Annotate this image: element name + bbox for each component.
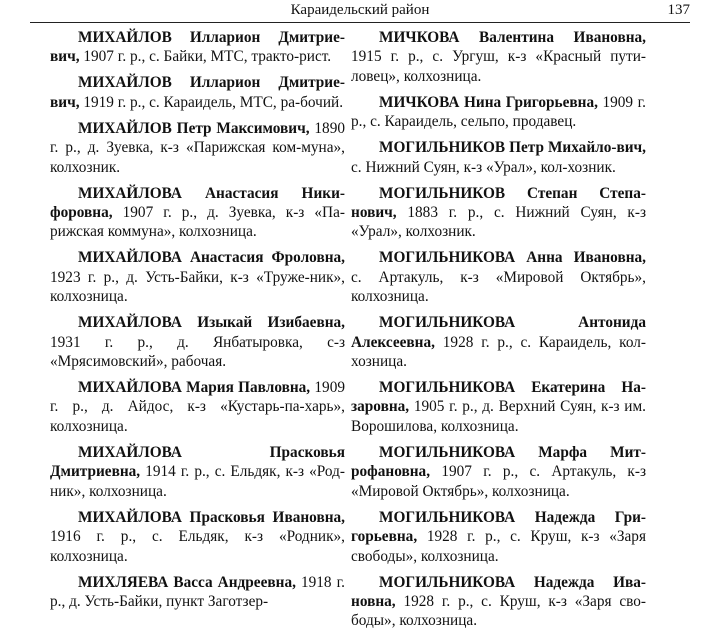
entry-name: МОГИЛЬНИКОВА Марфа Мит-рофановна,	[351, 443, 646, 481]
list-item	[50, 313, 345, 371]
entry-details: 1928 г. р., с. Караидель, кол-хозница.	[351, 333, 646, 371]
entry-details: 1890 г. р., д. Зуевка, к-з «Парижская ком-муна», колхозник.	[50, 119, 346, 176]
entry-name: МИХАЙЛОВА Анастасия Ники-форовна,	[50, 184, 345, 222]
list-item	[351, 313, 646, 371]
entry-details: 1919 г. р., с. Караидель, МТС, ра-бочий.	[79, 93, 344, 111]
entry-details: 1907 г. р., с. Байки, МТС, тракто-рист.	[79, 48, 332, 66]
list-item	[351, 378, 646, 436]
list-item	[50, 508, 345, 566]
list-item	[351, 573, 646, 631]
entry-name: МОГИЛЬНИКОВА Надежда Ива-новна,	[351, 573, 646, 610]
list-item	[351, 138, 646, 177]
page-number: 137	[667, 2, 690, 18]
entry-name: МИХАЙЛОВА Изыкай Изибаевна,	[78, 314, 345, 332]
right-column	[351, 28, 646, 637]
entry-details: 1928 г. р., с. Круш, к-з «Заря сво-боды», колхозница.	[351, 592, 646, 630]
list-item	[50, 28, 345, 67]
entry-details: с. Артакуль, к-з «Мировой Октябрь», колхозница.	[351, 268, 646, 306]
entry-name: МОГИЛЬНИКОВА Анна Ивановна,	[379, 249, 646, 267]
entry-name: МОГИЛЬНИКОВА Екатерина На-заровна,	[351, 379, 646, 416]
list-item	[50, 378, 345, 436]
entry-details: 1883 г. р., с. Нижний Суян, к-з «Урал», колхозник.	[351, 204, 646, 241]
entry-details: 1905 г. р., д. Верхний Суян, к-з им. Ворошилова, колхозница.	[351, 398, 646, 435]
entry-details: 1909 г. р., с. Караидель, сельпо, продавец.	[351, 93, 646, 131]
list-item	[351, 248, 646, 306]
list-item	[50, 248, 345, 306]
list-item	[351, 508, 646, 566]
entry-details: 1928 г. р., с. Круш, к-з «Заря свободы», колхозница.	[351, 528, 646, 565]
entry-name: МОГИЛЬНИКОВА Антонида Алексеевна,	[351, 314, 646, 351]
list-item	[351, 28, 646, 86]
page-header	[30, 0, 690, 23]
list-item	[351, 93, 646, 132]
entry-details: 1916 г. р., с. Ельдяк, к-з «Родник», колхозница.	[50, 528, 345, 565]
entry-name: МИХАЙЛОВ Илларион Дмитрие-вич,	[50, 74, 345, 111]
list-item	[50, 184, 345, 242]
list-item	[50, 119, 345, 177]
list-item	[50, 573, 345, 612]
entry-details: 1909 г. р., д. Айдос, к-з «Кустарь-па-харь», колхозница.	[50, 379, 346, 435]
entry-details: 1915 г. р., с. Ургуш, к-з «Красный пути-ловец», колхозница.	[351, 48, 646, 85]
entry-name: МИХАЙЛОВ Илларион Дмитрие-вич,	[50, 29, 345, 66]
entry-details: 1914 г. р., с. Ельдяк, к-з «Род-ник», колхозница.	[50, 463, 345, 500]
entry-name: МОГИЛЬНИКОВ Степан Степа-нович,	[351, 184, 646, 222]
entry-name: МОГИЛЬНИКОВ Петр Михайло-вич,	[379, 139, 646, 157]
entry-details: 1931 г. р., д. Янбатыровка, с-з «Мрясимовский», рабочая.	[50, 333, 345, 371]
entry-name: МИЧКОВА Нина Григорьевна,	[379, 93, 598, 111]
list-item	[351, 443, 646, 501]
entry-name: МИХАЙЛОВ Петр Максимович,	[78, 119, 310, 137]
left-column	[50, 28, 345, 618]
entry-name: МИХАЙЛОВА Прасковья Дмитриевна,	[50, 443, 345, 481]
list-item	[50, 73, 345, 112]
list-item	[351, 184, 646, 242]
entry-details: с. Нижний Суян, к-з «Урал», кол-хозник.	[351, 158, 616, 176]
section-title: Караидельский район	[290, 2, 430, 18]
entry-details: 1918 г. р., д. Усть-Байки, пункт Заготзер-	[50, 573, 345, 610]
entry-details: 1907 г. р., с. Артакуль, к-з «Мировой Октябрь», колхозница.	[351, 463, 646, 500]
entry-name: МИХАЙЛОВА Анастасия Фроловна,	[78, 249, 345, 267]
entry-details: 1923 г. р., д. Усть-Байки, к-з «Труже-ник», колхозница.	[50, 268, 345, 306]
entry-name: МОГИЛЬНИКОВА Надежда Гри-горьевна,	[351, 508, 646, 546]
entry-details: 1907 г. р., д. Зуевка, к-з «Па-рижская коммуна», колхозница.	[50, 204, 345, 241]
entry-name: МИХАЙЛОВА Прасковья Ивановна,	[78, 508, 345, 526]
entry-name: МИХАЙЛОВА Мария Павловна,	[78, 379, 311, 397]
entry-name: МИХЛЯЕВА Васса Андреевна,	[78, 573, 296, 591]
list-item	[50, 443, 345, 501]
entry-name: МИЧКОВА Валентина Ивановна,	[379, 29, 646, 46]
